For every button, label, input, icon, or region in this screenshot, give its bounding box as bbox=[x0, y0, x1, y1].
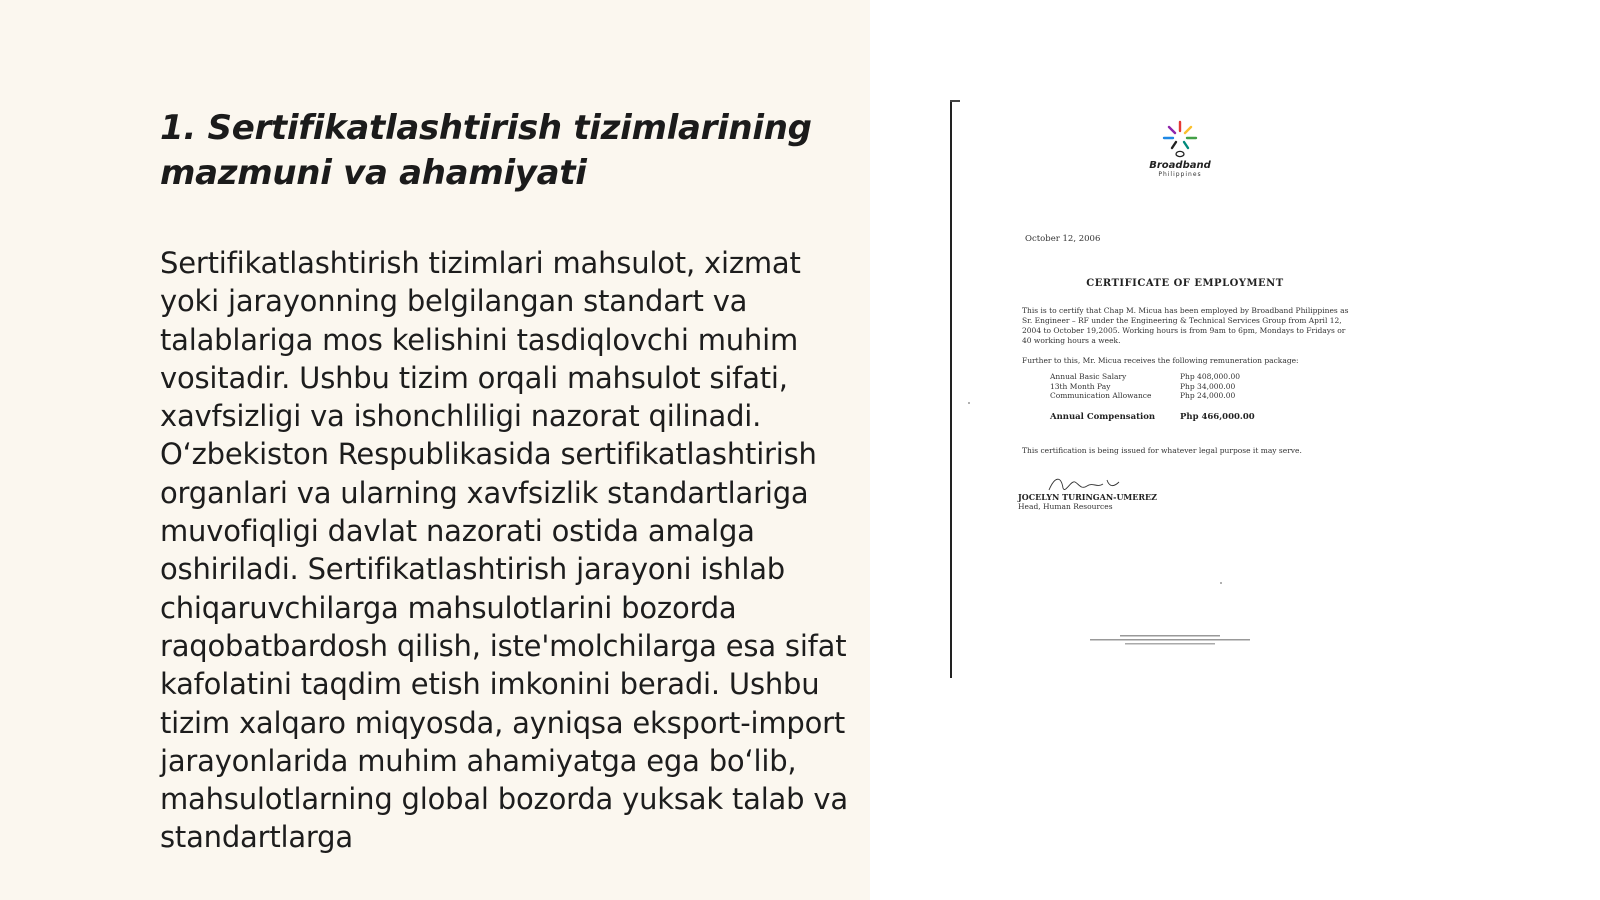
compensation-total bbox=[1050, 412, 1255, 422]
scan-speck bbox=[968, 402, 970, 404]
table-row bbox=[1050, 382, 1240, 392]
scan-edge-top bbox=[950, 100, 960, 102]
compensation-value: Php 34,000.00 bbox=[1180, 381, 1236, 391]
scan-speck bbox=[1220, 582, 1222, 584]
compensation-label: Annual Basic Salary bbox=[1050, 372, 1127, 381]
logo-name: Broadband bbox=[1149, 160, 1211, 171]
logo-subtitle: Philippines bbox=[1158, 171, 1202, 178]
purpose-paragraph: This certification is being issued for whatever legal purpose it may serve. bbox=[1022, 446, 1302, 455]
compensation-value: Php 408,000.00 bbox=[1180, 372, 1241, 381]
scan-edge bbox=[950, 100, 952, 678]
compensation-value: Php 24,000.00 bbox=[1180, 391, 1236, 400]
certificate-image bbox=[950, 100, 1420, 680]
table-row bbox=[1050, 391, 1240, 401]
document-date: October 12, 2006 bbox=[1025, 234, 1101, 244]
starburst-logo-icon bbox=[1160, 118, 1200, 158]
total-label: Annual Compensation bbox=[1050, 412, 1156, 422]
company-logo bbox=[1140, 118, 1220, 188]
compensation-label: 13th Month Pay bbox=[1050, 381, 1111, 391]
document-heading: CERTIFICATE OF EMPLOYMENT bbox=[1086, 278, 1284, 289]
table-row bbox=[1050, 372, 1240, 382]
slide-title: 1. Sertifikatlashtirish tizimlarining mazmuni va ahamiyati bbox=[160, 108, 812, 193]
compensation-table bbox=[1050, 372, 1240, 401]
remuneration-intro: Further to this, Mr. Micua receives the following remuneration package: bbox=[1022, 356, 1299, 365]
total-value: Php 466,000.00 bbox=[1180, 412, 1255, 422]
certification-paragraph: This is to certify that Chap M. Micua has been employed by Broadband Philippines as Sr. Engineer – RF under the Engineering & Technical Services Group from April 12, 2004 to October 19,2005. Working hours is from 9am to 6pm, Mondays to Fridays or 40 working hours a week. bbox=[1022, 306, 1349, 345]
signer-role: Head, Human Resources bbox=[1018, 502, 1113, 511]
slide-body-text: Sertifikatlashtirish tizimlari mahsulot, xizmat yoki jarayonning belgilangan standart va talablariga mos kelishini tasdiqlovchi muhim vositadir. Ushbu tizim orqali mahsulot sifati, xavfsizligi va ishonchliligi nazorat qilinadi. O‘zbekiston Respublikasida sertifikatlashtirish organlari va ularning xavfsizlik standartlariga muvofiqligi davlat nazorati ostida amalga oshiriladi. Sertifikatlashtirish jarayoni ishlab chiqaruvchilarga mahsulotlarini bozorda raqobatbardosh qilish, iste'molchilarga esa sifat kafolatini taqdim etish imkonini beradi. Ushbu tizim xalqaro miqyosda, ayniqsa eksport-import jarayonlarida muhim ahamiyatga ega bo‘lib, mahsulotlarning global bozorda yuksak talab va standartlarga bbox=[160, 246, 848, 855]
compensation-label: Communication Allowance bbox=[1050, 391, 1152, 400]
address-footer-blur bbox=[1070, 634, 1270, 648]
signer-name: JOCELYN TURINGAN-UMEREZ bbox=[1018, 492, 1157, 502]
